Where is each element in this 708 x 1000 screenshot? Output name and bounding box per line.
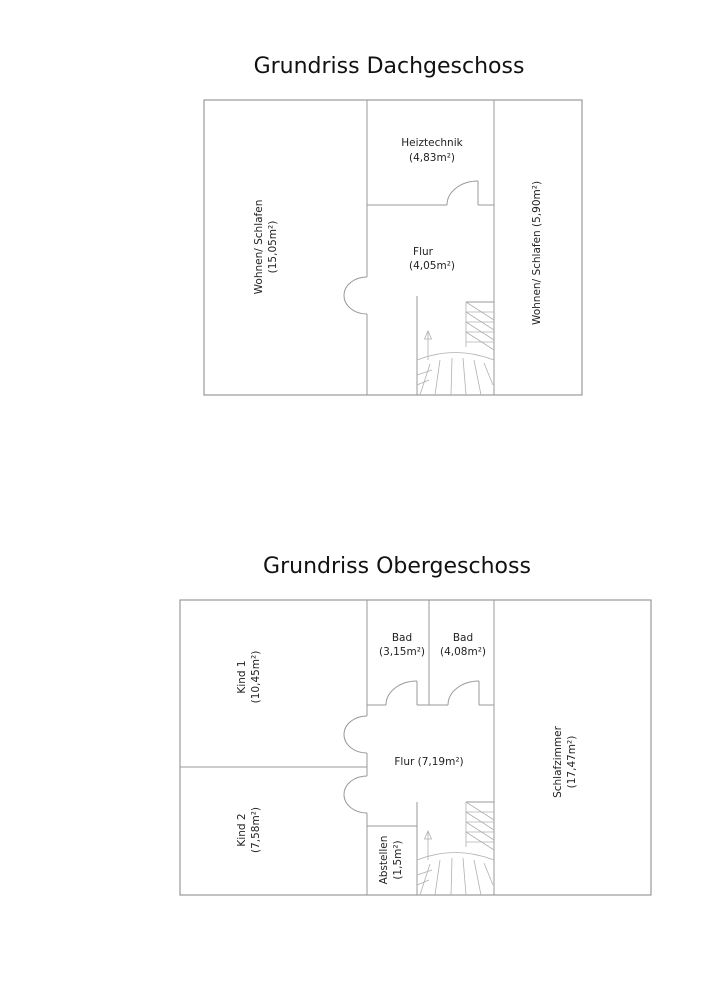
plan-dachgeschoss xyxy=(204,54,582,395)
door-bad-2 xyxy=(448,681,479,705)
svg-text:(4,08m²): (4,08m²) xyxy=(439,646,487,658)
interior-walls-obergeschoss xyxy=(180,600,494,895)
door-heiztechnik xyxy=(447,181,478,205)
svg-text:Wohnen/ Schlafen (5,90m²): Wohnen/ Schlafen (5,90m²) xyxy=(531,180,543,326)
room-label-wohnen-links xyxy=(253,200,279,295)
door-kind-2 xyxy=(344,776,367,813)
svg-text:(7,58m²): (7,58m²) xyxy=(250,806,262,854)
svg-text:Bad: Bad xyxy=(391,632,413,644)
svg-text:(17,47m²): (17,47m²) xyxy=(566,735,578,789)
room-label-heiztechnik xyxy=(401,137,463,164)
svg-text:(15,05m²): (15,05m²) xyxy=(267,220,279,274)
plan-title-obergeschoss: Grundriss Obergeschoss xyxy=(263,554,531,579)
room-label-bad-1 xyxy=(379,632,425,658)
room-label-schlafzimmer xyxy=(552,725,578,797)
door-kind-1 xyxy=(344,716,367,753)
room-label-flur-ober xyxy=(394,756,463,768)
svg-text:(10,45m²): (10,45m²) xyxy=(250,650,262,704)
plan-title-dachgeschoss: Grundriss Dachgeschoss xyxy=(253,54,525,79)
svg-text:Schlafzimmer: Schlafzimmer xyxy=(552,726,564,798)
svg-text:(4,05m²): (4,05m²) xyxy=(408,260,456,272)
room-label-bad-2 xyxy=(440,632,486,658)
room-label-flur-dach xyxy=(409,246,455,272)
svg-text:Flur (7,19m²): Flur (7,19m²) xyxy=(394,756,464,768)
svg-text:Kind 2: Kind 2 xyxy=(236,813,248,847)
svg-text:Wohnen/ Schlafen: Wohnen/ Schlafen xyxy=(253,199,265,295)
door-wohnen-links xyxy=(344,277,367,314)
staircase-dachgeschoss xyxy=(417,296,494,395)
plan-obergeschoss xyxy=(180,554,651,895)
svg-text:Kind 1: Kind 1 xyxy=(236,660,248,694)
svg-text:Abstellen: Abstellen xyxy=(378,835,390,885)
room-label-abstellen xyxy=(378,836,404,885)
room-label-wohnen-rechts xyxy=(531,181,543,325)
room-label-kind-2 xyxy=(236,807,262,853)
svg-text:(1,5m²): (1,5m²) xyxy=(392,840,404,880)
svg-text:Flur: Flur xyxy=(413,246,433,258)
svg-text:Bad: Bad xyxy=(452,632,474,644)
svg-text:(3,15m²): (3,15m²) xyxy=(378,646,426,658)
room-label-kind-1 xyxy=(236,651,262,704)
door-bad-1 xyxy=(386,681,417,705)
svg-text:Heiztechnik: Heiztechnik xyxy=(401,137,463,149)
staircase-obergeschoss xyxy=(417,802,494,895)
svg-text:(4,83m²): (4,83m²) xyxy=(408,152,456,164)
